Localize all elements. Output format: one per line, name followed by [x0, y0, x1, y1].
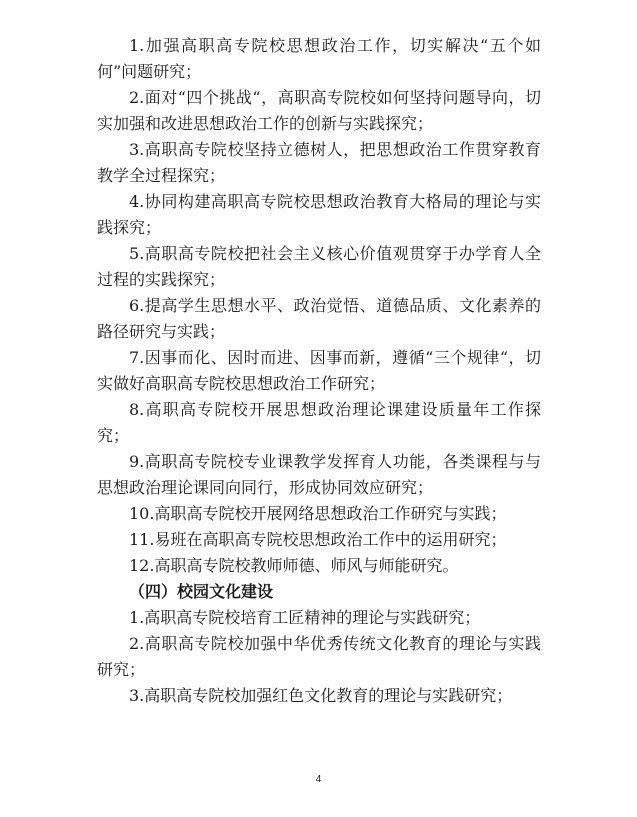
list-item: 1.加强高职高专院校思想政治工作，切实解决“五个如何”问题研究；: [97, 36, 541, 81]
list-item: 11.易班在高职高专院校思想政治工作中的运用研究；: [129, 530, 507, 549]
list-item: 8.高职高专院校开展思想政治理论课建设质量年工作探究；: [97, 400, 541, 445]
list-item: 2.高职高专院校加强中华优秀传统文化教育的理论与实践研究；: [97, 634, 541, 679]
list-item: 7.因事而化、因时而进、因事而新，遵循“三个规律“，切实做好高职高专院校思想政治工作研究；: [97, 348, 541, 393]
list-item: 5.高职高专院校把社会主义核心价值观贯穿于办学育人全过程的实践探究；: [97, 244, 541, 289]
list-item: 10.高职高专院校开展网络思想政治工作研究与实践；: [129, 504, 507, 523]
list-item: 4.协同构建高职高专院校思想政治教育大格局的理论与实践探究；: [97, 192, 541, 237]
list-item: 1.高职高专院校培育工匠精神的理论与实践研究；: [129, 608, 481, 627]
page-number: 4: [315, 774, 322, 785]
list-item: 3.高职高专院校坚持立德树人，把思想政治工作贯穿教育教学全过程探究；: [97, 140, 541, 185]
list-item: 12.高职高专院校教师师德、师风与师能研究。: [129, 556, 459, 575]
list-item: 6.提高学生思想水平、政治觉悟、道德品质、文化素养的路径研究与实践；: [97, 296, 541, 341]
section-heading: （四）校园文化建设: [129, 582, 274, 601]
list-item: 3.高职高专院校加强红色文化教育的理论与实践研究；: [129, 686, 513, 705]
document-body: [97, 33, 541, 709]
list-item: 2.面对“四个挑战“，高职高专院校如何坚持问题导向，切实加强和改进思想政治工作的创新与实践探究；: [97, 88, 541, 133]
list-item: 9.高职高专院校专业课教学发挥育人功能，各类课程与与思想政治理论课同向同行，形成协同效应研究；: [97, 452, 541, 497]
